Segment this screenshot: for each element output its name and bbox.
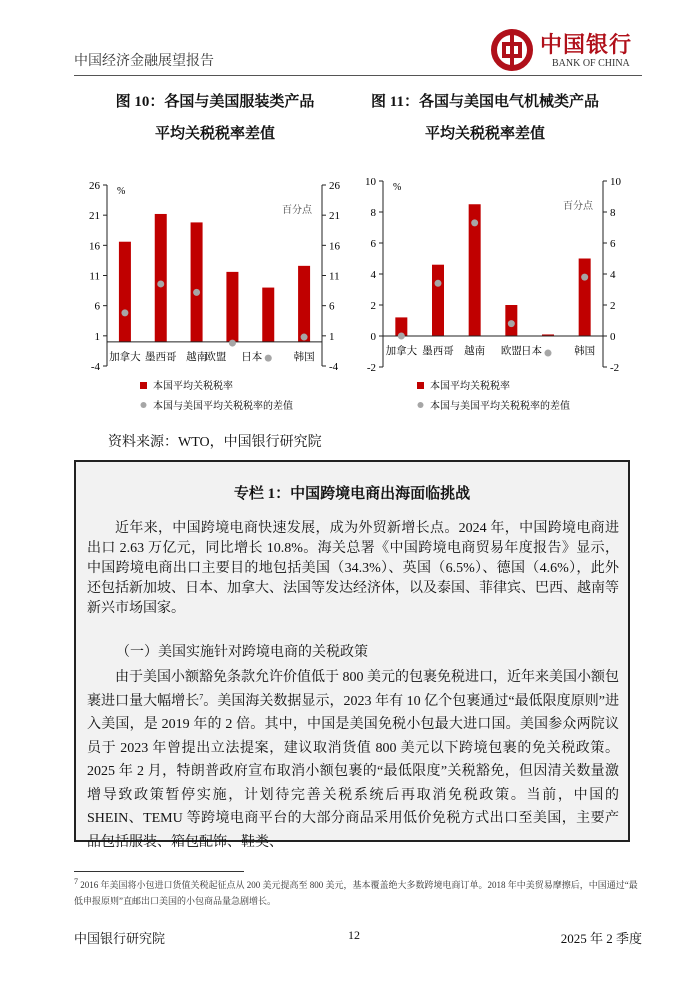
legend-dot-swatch bbox=[418, 402, 424, 408]
box-paragraph-1: 近年来，中国跨境电商快速发展，成为外贸新增长点。2024 年，中国跨境电商进出口 2.63 万亿元，同比增长 10.8%。海关总署《中国跨境电商贸易年度报告》显示，中国跨境电商出口主要目的地包括美国（34.3%）、英国（6.5%）、德国（4.6%），此外还包括新加坡、日本、加拿大、法国等发达经济体，以及泰国、菲律宾、巴西、越南等新兴市场国家。 bbox=[87, 521, 619, 616]
footnote-ref[interactable]: 7 bbox=[199, 691, 204, 701]
bar-0 bbox=[119, 242, 131, 342]
figure-title-line: 图 10：各国与美国服装类产品 bbox=[115, 94, 315, 110]
legend-bar-swatch bbox=[417, 382, 424, 389]
chart-apparel-tariff bbox=[70, 170, 360, 420]
category-label: 韩国 bbox=[574, 346, 596, 357]
left-tick-label: 21 bbox=[89, 210, 100, 223]
left-tick-label: 6 bbox=[94, 300, 100, 313]
right-tick-label: 26 bbox=[329, 180, 340, 192]
page-number: 12 bbox=[348, 928, 360, 942]
right-unit-label: 百分点 bbox=[282, 205, 312, 216]
bar-5 bbox=[579, 259, 591, 337]
legend-bar-label: 本国平均关税税率 bbox=[153, 381, 233, 392]
left-tick-label: 8 bbox=[370, 207, 376, 219]
column-box bbox=[74, 460, 630, 850]
legend-bar-swatch bbox=[140, 382, 147, 389]
box-title: 专栏 1：中国跨境电商出海面临挑战 bbox=[233, 486, 471, 502]
figure-title-line: 图 11：各国与美国电气机械类产品 bbox=[371, 94, 599, 110]
bar-1 bbox=[432, 265, 444, 336]
right-tick-label: 6 bbox=[610, 238, 616, 250]
diff-point-0 bbox=[121, 309, 128, 316]
left-tick-label: 26 bbox=[89, 180, 100, 192]
report-title: 中国经济金融展望报告 bbox=[74, 54, 214, 69]
diff-point-4 bbox=[265, 355, 272, 362]
logo-chinese: 中国银行 bbox=[540, 32, 633, 57]
right-tick-label: 8 bbox=[610, 207, 616, 219]
right-tick-label: 0 bbox=[610, 331, 616, 343]
left-tick-label: 0 bbox=[370, 331, 376, 343]
legend-dot-label: 本国与美国平均关税税率的差值 bbox=[153, 401, 293, 412]
left-tick-label: 1 bbox=[94, 330, 100, 343]
category-label: 墨西哥 bbox=[145, 351, 177, 363]
diff-point-5 bbox=[301, 334, 308, 341]
diff-point-0 bbox=[398, 333, 405, 340]
category-label: 加拿大 bbox=[109, 351, 141, 363]
right-tick-label: -2 bbox=[610, 362, 620, 374]
footnote-text: 2016 年美国将小包进口货值关税起征点从 200 美元提高至 800 美元，基本覆盖绝大多数跨境电商订单。2018 年中美贸易摩擦后，中国通过“最低申报原则”直邮出口美国的小包商品量急剧增长。 bbox=[74, 880, 638, 906]
diff-point-2 bbox=[193, 289, 200, 296]
bar-1 bbox=[155, 214, 167, 342]
right-tick-label: 2 bbox=[610, 300, 616, 312]
bar-5 bbox=[298, 266, 310, 342]
box-subheading: （一）美国实施针对跨境电商的关税政策 bbox=[116, 645, 368, 660]
bar-4 bbox=[262, 288, 274, 342]
legend-dot-label: 本国与美国平均关税税率的差值 bbox=[430, 401, 570, 412]
footnote-divider bbox=[74, 871, 244, 872]
diff-point-3 bbox=[229, 340, 236, 347]
bank-logo bbox=[490, 28, 640, 74]
diff-point-4 bbox=[545, 350, 552, 357]
right-tick-label: 21 bbox=[329, 210, 340, 223]
figure-11-title bbox=[350, 86, 620, 150]
header-divider bbox=[74, 75, 642, 76]
right-tick-label: 16 bbox=[329, 240, 340, 253]
figure-10-title bbox=[95, 86, 335, 150]
category-label: 墨西哥 bbox=[422, 346, 454, 357]
legend-dot-swatch bbox=[141, 402, 147, 408]
logo-english: BANK OF CHINA bbox=[552, 58, 630, 69]
bar-2 bbox=[191, 222, 203, 341]
diff-point-5 bbox=[581, 274, 588, 281]
right-tick-label: 10 bbox=[610, 176, 621, 188]
right-tick-label: -4 bbox=[329, 361, 339, 373]
diff-point-1 bbox=[435, 280, 442, 287]
left-tick-label: -2 bbox=[366, 362, 376, 374]
boc-emblem-icon bbox=[490, 28, 534, 72]
para-text: 。美国海关数据显示，2023 年有 10 亿个包裹通过“最低限度原则”进入美国，是 2019 年的 2 倍。其中，中国是美国免税小包最大进口国。美国参众两院议员于 2023 年曾提出立法提案，建议取消货值 800 美元以下跨境包裹的免关税政策。2025 年 2 月，特朗普政府宣布取消小额包裹的“最低限度”关税豁免，但因清关数量激增导致政策暂停实施，计划待完善关税系统后再取消免税政策。当前，中国的 SHEIN、TEMU 等跨境电商平台的大部分商品采用低价免税方式出口至美国，主要产品包括服装、箱包配饰、鞋类、 bbox=[87, 693, 619, 850]
figure-title-line: 平均关税税率差值 bbox=[424, 126, 545, 142]
left-tick-label: 4 bbox=[370, 269, 376, 281]
category-label: 越南 bbox=[186, 351, 208, 363]
right-tick-label: 4 bbox=[610, 269, 616, 281]
left-tick-label: -4 bbox=[90, 361, 100, 373]
right-unit-label: 百分点 bbox=[563, 201, 593, 212]
diff-point-2 bbox=[471, 219, 478, 226]
footnote bbox=[74, 877, 640, 909]
figure-title-line: 平均关税税率差值 bbox=[154, 126, 275, 142]
left-tick-label: 16 bbox=[89, 240, 100, 253]
diff-point-3 bbox=[508, 320, 515, 327]
category-label: 欧盟 bbox=[500, 346, 522, 357]
source-note: 资料来源：WTO，中国银行研究院 bbox=[108, 435, 322, 450]
category-label: 日本 bbox=[241, 351, 263, 363]
category-label: 加拿大 bbox=[385, 346, 418, 357]
footnote-mark: 7 bbox=[74, 877, 78, 886]
category-label: 韩国 bbox=[293, 351, 315, 363]
left-unit-label: % bbox=[393, 182, 402, 193]
footer-period: 2025 年 2 季度 bbox=[560, 931, 642, 946]
right-tick-label: 1 bbox=[329, 330, 335, 343]
para-text: 由于美国小额豁免条款允许价值低于 800 美元的包裹免税进口，近年来美国小额包裹进口量大幅增长 bbox=[87, 670, 619, 709]
diff-point-1 bbox=[157, 280, 164, 287]
right-tick-label: 11 bbox=[329, 270, 340, 283]
chart-electrical-tariff bbox=[355, 170, 645, 420]
category-label: 日本 bbox=[521, 346, 542, 357]
category-label: 越南 bbox=[464, 346, 486, 357]
right-tick-label: 6 bbox=[329, 300, 335, 313]
left-tick-label: 2 bbox=[370, 300, 376, 312]
left-tick-label: 6 bbox=[370, 238, 376, 250]
category-label: 欧盟 bbox=[205, 351, 227, 363]
legend-bar-label: 本国平均关税税率 bbox=[430, 381, 510, 392]
box-paragraph-2 bbox=[87, 666, 619, 854]
bar-3 bbox=[226, 272, 238, 342]
left-tick-label: 10 bbox=[365, 176, 376, 188]
left-unit-label: % bbox=[117, 186, 126, 197]
left-tick-label: 11 bbox=[89, 270, 100, 283]
footer-org: 中国银行研究院 bbox=[74, 931, 166, 946]
